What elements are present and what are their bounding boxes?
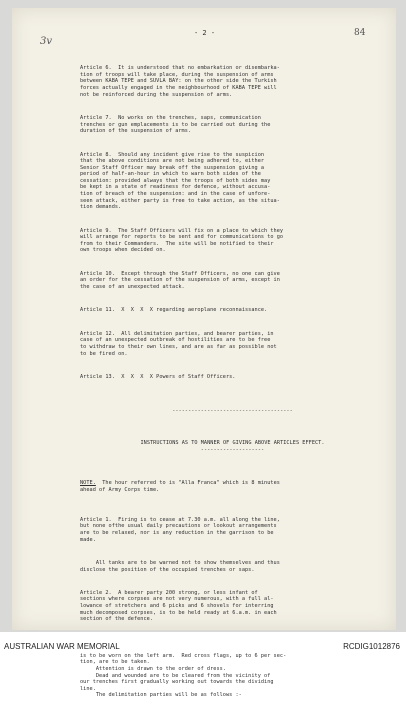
article-10: Article 10. Except through the Staff Officers, no one can give an order for the cessation of the suspension of arms, except in the case of an unexpected attack.: [80, 270, 280, 290]
article-6: Article 6. It is understood that no embarkation or disembarka- tion of troops will take place, during the suspension of arms between KABA TEPE and SUVLA BAY: on the other side the Turkish forces actually engaged in the neighbourhood of KABA TEPE will not be reinforced during the suspension of arms.: [80, 65, 280, 98]
note: [80, 480, 385, 493]
note-label: NOTE.: [80, 480, 96, 487]
archive-footer: [0, 632, 406, 653]
instructions-heading-text: INSTRUCTIONS AS TO MANNER OF GIVING ABOVE ARTICLES EFFECT.: [140, 440, 325, 447]
instruction-article-1: Article 1. Firing is to cease at 7.30 a.m. all along the line, but none ofthe usual daily precautions or lookout arrangements are to be relaxed, nor is any reduction in the garrison to be made.: [80, 516, 280, 543]
footer-institution: AUSTRALIAN WAR MEMORIAL: [4, 642, 120, 651]
article-11: Article 11. X X X X regarding aeroplane reconnaissance.: [80, 307, 268, 314]
handwritten-folio-number: 84: [354, 28, 366, 38]
page-number: - 2 -: [194, 29, 216, 37]
heading-underline: --------------------: [200, 446, 265, 453]
handwritten-mark-left: 3v: [40, 36, 53, 47]
article-12: Article 12. All delimitation parties, and bearer parties, in case of an unexpected outbreak of hostilities are to be free to withdraw to their own lines, and are as far as possible not to be fired on.: [80, 330, 277, 357]
article-13: Article 13. X X X X Powers of Staff Officers.: [80, 373, 236, 380]
article-8: Article 8. Should any incident give rise to the suspicion that the above conditions are not being adhered to, either Senior Staff Officer may break off the suspension giving a period of half-an-hour in which to warn both sides of the cessation: provided always that the troops of both sides may be kept in a state of readiness for defence, without accusa- tion of breach of the suspension: and in the case of unfore- seen attack, either party is free to take action, as the situa- tion demands.: [80, 151, 280, 211]
instruction-article-2: Article 2. A bearer party 200 strong, or less infant of sections where corpses are not very numerous, with a full al- lowance of stretchers and 6 picks and 6 shovels for interring much decomposed corpses, is to be held ready at 6.a.m. in each section of the defence.: [80, 589, 277, 623]
instructions-heading: [80, 440, 385, 453]
instruction-article-2-continued: is to be worn on the left arm. Red cross flags, up to 6 per sec- tion, are to be taken. Attention is drawn to the order of dress. Dead and wounded are to be cleared from the vicinity of our trenches first gradually working out towards the dividing line. The delimitation parties will be as follows :-: [80, 652, 287, 699]
footer-record-id: RCDIG1012876: [343, 642, 400, 651]
instruction-article-1-tanks: All tanks are to be warned not to show themselves and thus disclose the position of the occupied trenches or saps.: [80, 559, 280, 573]
article-9: Article 9. The Staff Officers will fix on a place to which they will arrange for reports to be sent and for communications to go from to their Commanders. The site will be notified to their own troops when decided on.: [80, 227, 284, 254]
article-7: Article 7. No works on the trenches, saps, communication trenches or gun emplacements is to be carried out during the duration of the suspension of arms.: [80, 114, 271, 135]
document-body: [80, 52, 385, 716]
section-divider: --------------------------------------: [172, 407, 293, 414]
note-text: The hour referred to is "Alla Franca" which is 8 minutes ahead of Army Corps time.: [80, 480, 280, 493]
